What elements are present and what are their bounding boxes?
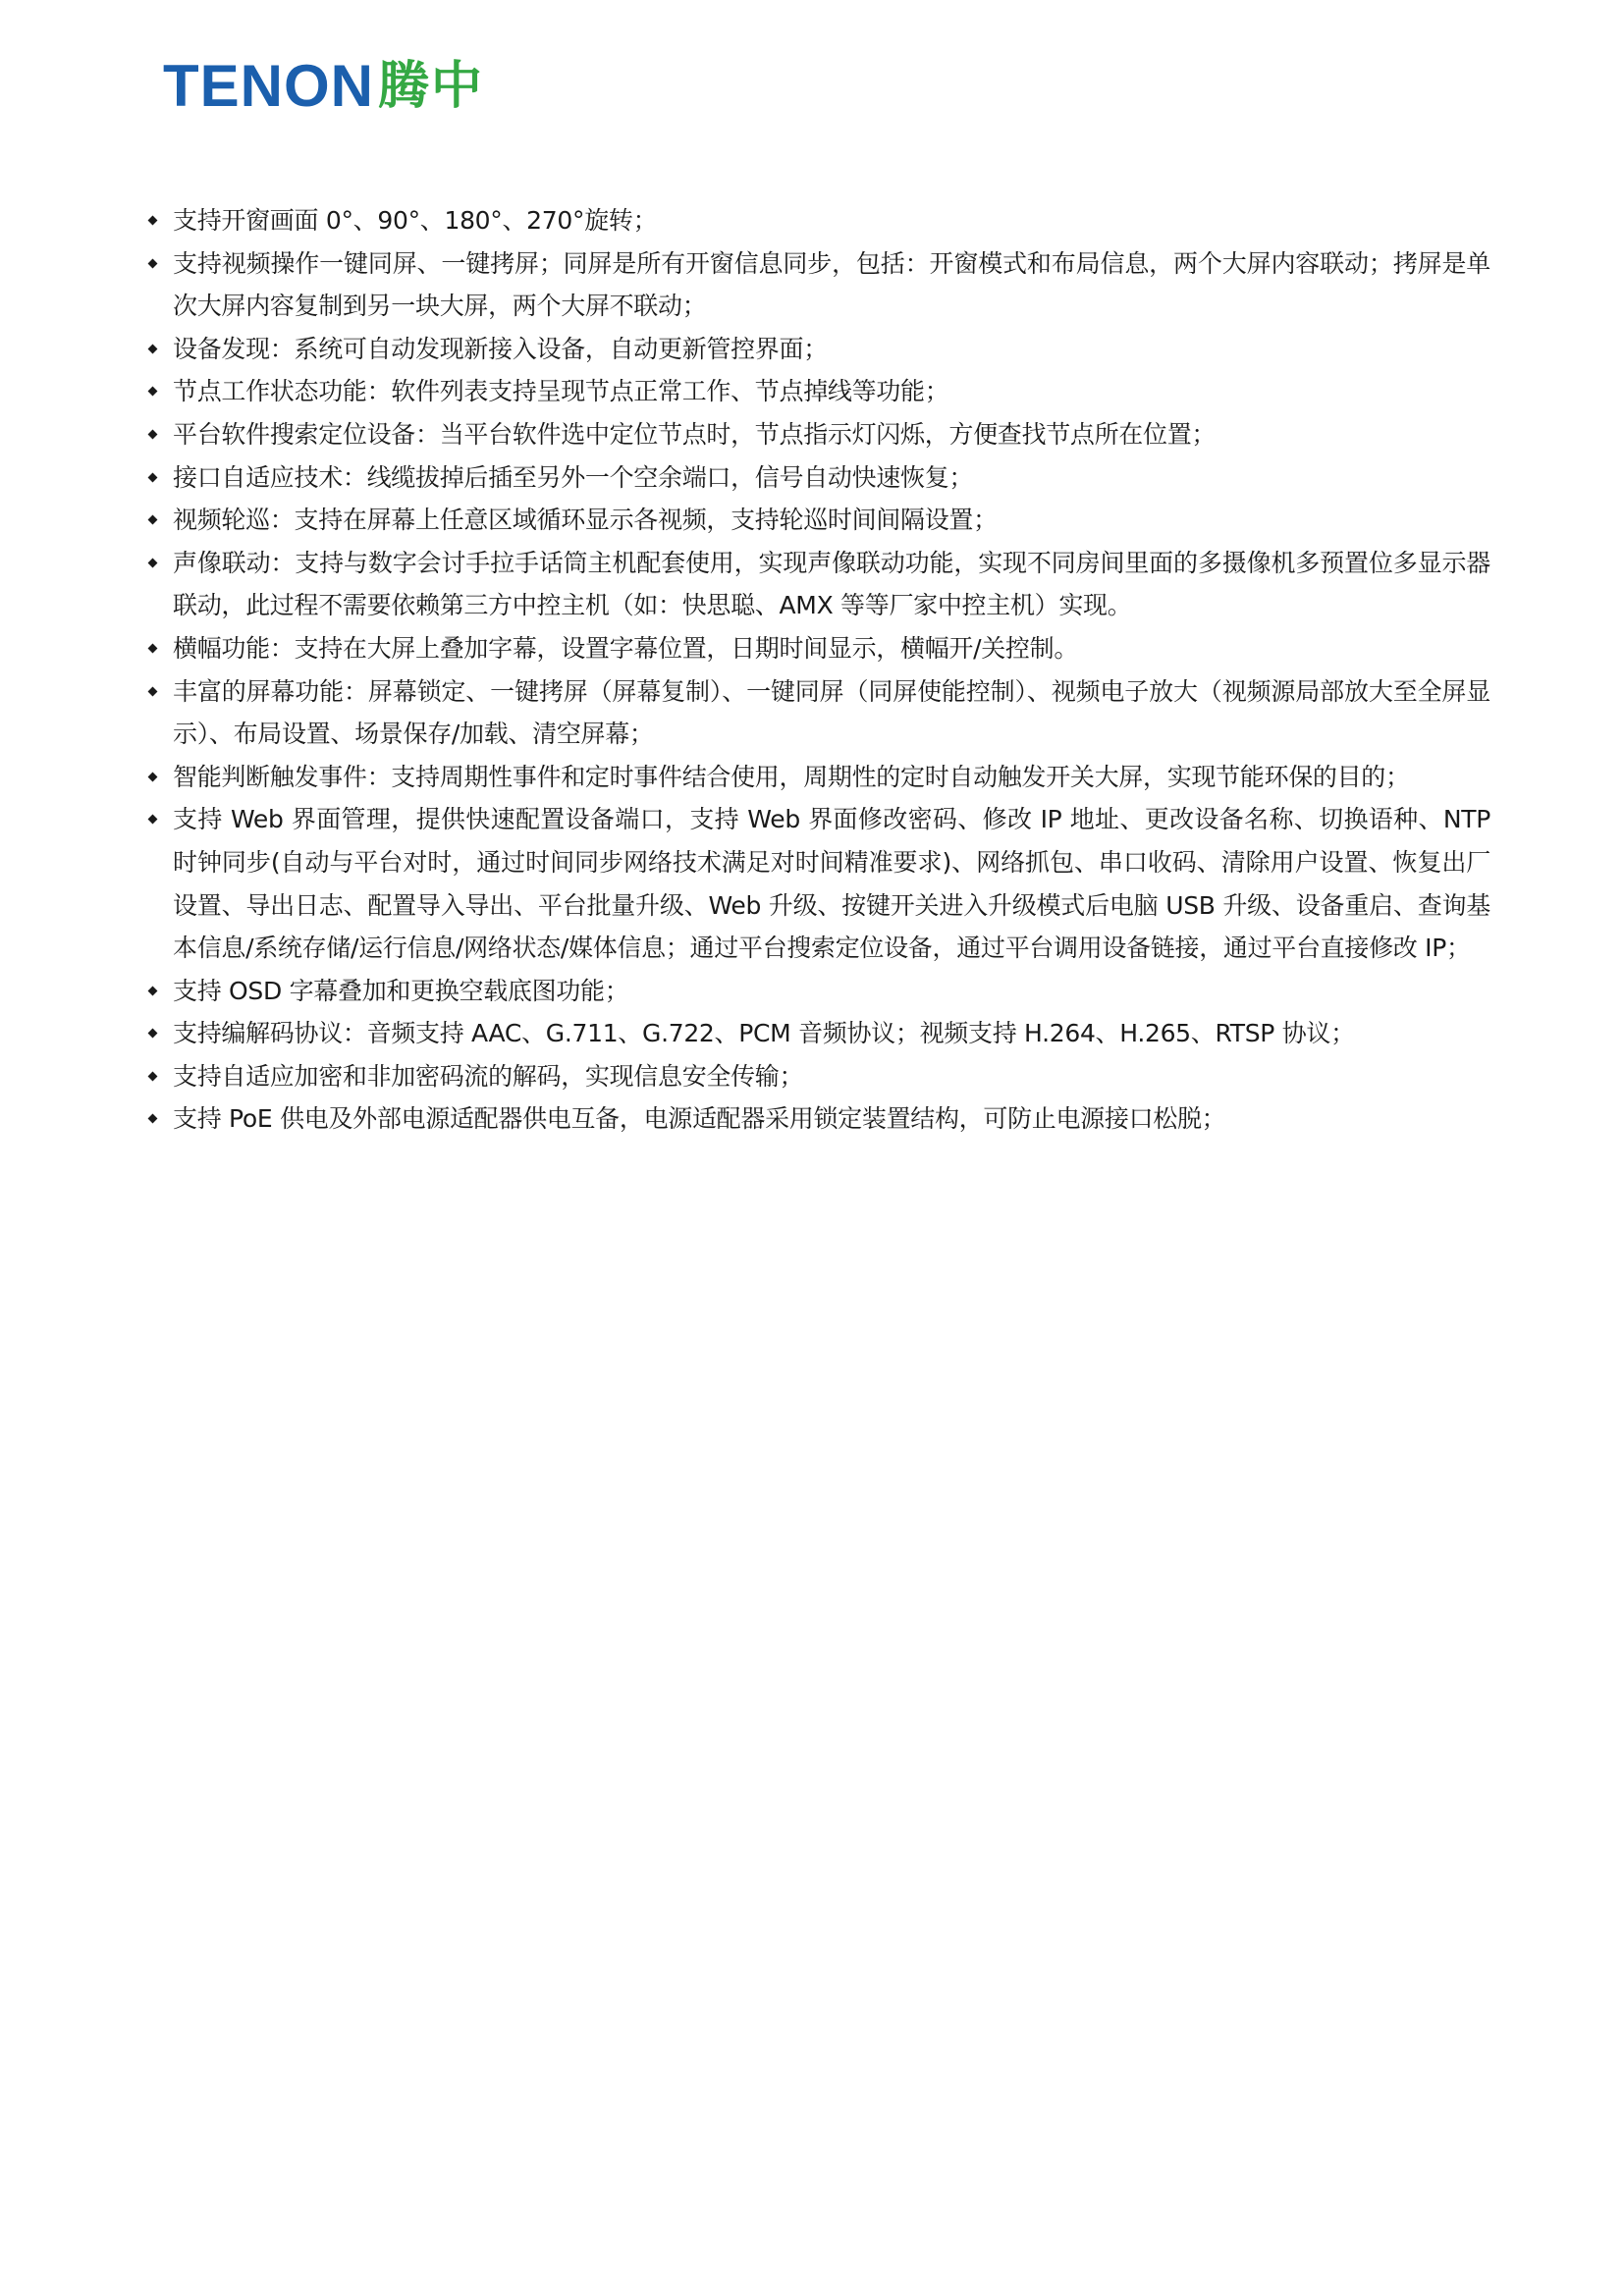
- list-item-text: 智能判断触发事件：支持周期性事件和定时事件结合使用，周期性的定时自动触发开关大屏，实现节能环保的目的；: [173, 762, 1410, 791]
- list-item-text: 视频轮巡：支持在屏幕上任意区域循环显示各视频，支持轮巡时间间隔设置；: [173, 506, 998, 535]
- list-item-text: 平台软件搜索定位设备：当平台软件选中定位节点时，节点指示灯闪烁，方便查找节点所在位置；: [173, 419, 1217, 449]
- diamond-bullet-icon: [148, 344, 158, 353]
- list-item-text: 支持开窗画面 0°、90°、180°、270°旋转；: [173, 206, 658, 235]
- diamond-bullet-icon: [148, 387, 158, 397]
- diamond-bullet-icon: [148, 430, 158, 440]
- list-item-text: 横幅功能：支持在大屏上叠加字幕，设置字幕位置，日期时间显示，横幅开/关控制。: [173, 633, 1079, 663]
- list-item: [145, 370, 1490, 413]
- list-item-text: 丰富的屏幕功能：屏幕锁定、一键拷屏（屏幕复制）、一键同屏（同屏使能控制）、视频电子放大（视频源局部放大至全屏显示）、布局设置、场景保存/加载、清空屏幕；: [173, 676, 1490, 749]
- diamond-bullet-icon: [148, 772, 158, 781]
- list-item-text: 声像联动：支持与数字会讨手拉手话筒主机配套使用，实现声像联动功能，实现不同房间里面的多摄像机多预置位多显示器联动，此过程不需要依赖第三方中控主机（如：快思聪、AMX 等等厂家中控主机）实现。: [173, 548, 1490, 620]
- list-item: [145, 328, 1490, 371]
- list-item: [145, 970, 1490, 1013]
- diamond-bullet-icon: [148, 472, 158, 482]
- list-item-text: 设备发现：系统可自动发现新接入设备，自动更新管控界面；: [173, 334, 828, 363]
- diamond-bullet-icon: [148, 986, 158, 995]
- list-item: [145, 756, 1490, 799]
- list-item-text: 支持自适应加密和非加密码流的解码，实现信息安全传输；: [173, 1061, 804, 1091]
- diamond-bullet-icon: [148, 815, 158, 825]
- diamond-bullet-icon: [148, 1029, 158, 1039]
- list-item: [145, 798, 1490, 969]
- list-item: [145, 627, 1490, 670]
- list-item: [145, 670, 1490, 756]
- diamond-bullet-icon: [148, 515, 158, 525]
- list-item: [145, 499, 1490, 542]
- logo-text-cn: 腾中: [378, 57, 485, 116]
- list-item-text: 节点工作状态功能：软件列表支持呈现节点正常工作、节点掉线等功能；: [173, 377, 949, 406]
- list-item: [145, 413, 1490, 456]
- list-item-text: 支持 Web 界面管理，提供快速配置设备端口，支持 Web 界面修改密码、修改 IP 地址、更改设备名称、切换语种、NTP 时钟同步(自动与平台对时，通过时间同步网络技术满足对时间精准要求)、网络抓包、串口收码、清除用户设置、恢复出厂设置、导出日志、配置导入导出、平台批量升级、Web 升级、按键开关进入升级模式后电脑 USB 升级、设备重启、查询基本信息/系统存储/运行信息/网络状态/媒体信息；通过平台搜索定位设备，通过平台调用设备链接，通过平台直接修改 IP；: [173, 805, 1490, 963]
- list-item: [145, 242, 1490, 328]
- list-item-text: 接口自适应技术：线缆拔掉后插至另外一个空余端口，信号自动快速恢复；: [173, 462, 974, 492]
- list-item: [145, 1012, 1490, 1055]
- list-item: [145, 542, 1490, 627]
- list-item-text: 支持 PoE 供电及外部电源适配器供电互备，电源适配器采用锁定装置结构，可防止电源接口松脱；: [173, 1104, 1226, 1134]
- list-item: [145, 1097, 1490, 1141]
- logo-text-en: TENON: [163, 53, 374, 119]
- list-item-text: 支持视频操作一键同屏、一键拷屏；同屏是所有开窗信息同步，包括：开窗模式和布局信息，两个大屏内容联动；拷屏是单次大屏内容复制到另一块大屏，两个大屏不联动；: [173, 248, 1490, 321]
- diamond-bullet-icon: [148, 558, 158, 567]
- list-item-text: 支持 OSD 字幕叠加和更换空载底图功能；: [173, 976, 629, 1005]
- diamond-bullet-icon: [148, 686, 158, 696]
- list-item: [145, 456, 1490, 500]
- diamond-bullet-icon: [148, 1071, 158, 1081]
- tenon-logo: [163, 53, 485, 119]
- feature-list: [145, 199, 1490, 1141]
- list-item: [145, 199, 1490, 242]
- diamond-bullet-icon: [148, 258, 158, 268]
- diamond-bullet-icon: [148, 643, 158, 653]
- list-item-text: 支持编解码协议：音频支持 AAC、G.711、G.722、PCM 音频协议；视频支持 H.264、H.265、RTSP 协议；: [173, 1019, 1355, 1048]
- diamond-bullet-icon: [148, 216, 158, 226]
- list-item: [145, 1055, 1490, 1098]
- diamond-bullet-icon: [148, 1114, 158, 1124]
